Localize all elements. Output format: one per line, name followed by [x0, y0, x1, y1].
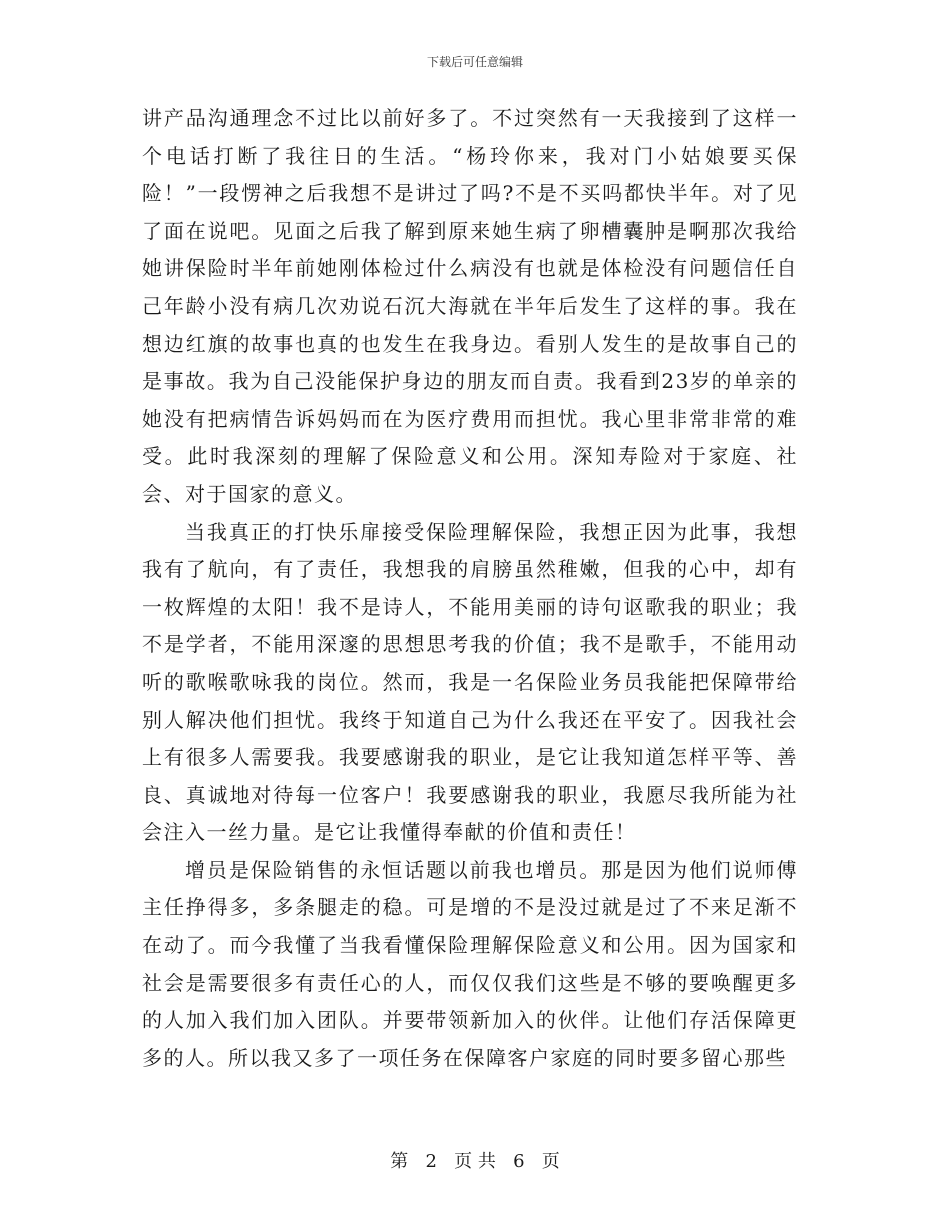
paragraph-3: 增员是保险销售的永恒话题以前我也增员。那是因为他们说师傅主任挣得多，多条腿走的稳。可是增的不是没过就是过了不来足渐不在动了。而今我懂了当我看懂保险理解保险意义和公用。因为国家和社会是需要很多有责任心的人，而仅仅我们这些是不够的要唤醒更多的人加入我们加入团队。并要带领新加入的伙伴。让他们存活保障更多的人。所以我又多了一项任务在保障客户家庭的同时要多留心那些	[142, 857, 798, 1070]
paragraph-1: 讲产品沟通理念不过比以前好多了。不过突然有一天我接到了这样一个电话打断了我往日的生活。“杨玲你来，我对门小姑娘要买保险！”一段愣神之后我想不是讲过了吗?不是不买吗都快半年。对了见了面在说吧。见面之后我了解到原来她生病了卵槽囊肿是啊那次我给她讲保险时半年前她刚体检过什么病没有也就是体检没有问题信任自己年龄小没有病几次劝说石沉大海就在半年后发生了这样的事。我在想边红旗的故事也真的也发生在我身边。看别人发生的是故事自己的是事故。我为自己没能保护身边的朋友而自责。我看到23岁的单亲的她没有把病情告诉妈妈而在为医疗费用而担忧。我心里非常非常的难受。此时我深刻的理解了保险意义和公用。深知寿险对于家庭、社会、对于国家的意义。	[142, 106, 798, 506]
footer-total-pages: 6	[513, 1151, 525, 1172]
page-footer	[0, 1150, 950, 1174]
footer-middle: 页 共	[454, 1151, 496, 1172]
footer-prefix: 第	[390, 1151, 409, 1172]
document-body	[142, 100, 798, 1077]
paragraph-2: 当我真正的打快乐扉接受保险理解保险，我想正因为此事，我想我有了航向，有了责任，我想我的肩膀虽然稚嫩，但我的心中，却有一枚辉煌的太阳！我不是诗人，不能用美丽的诗句讴歌我的职业；我不是学者，不能用深邃的思想思考我的价值；我不是歌手，不能用动听的歌喉歌咏我的岗位。然而，我是一名保险业务员我能把保障带给别人解决他们担忧。我终于知道自己为什么我还在平安了。因我社会上有很多人需要我。我要感谢我的职业，是它让我知道怎样平等、善良、真诚地对待每一位客户！我要感谢我的职业，我愿尽我所能为社会注入一丝力量。是它让我懂得奉献的价值和责任！	[142, 519, 798, 845]
footer-suffix: 页	[541, 1151, 560, 1172]
footer-page-number: 2	[425, 1151, 437, 1172]
page-header: 下载后可任意编辑	[426, 55, 523, 69]
